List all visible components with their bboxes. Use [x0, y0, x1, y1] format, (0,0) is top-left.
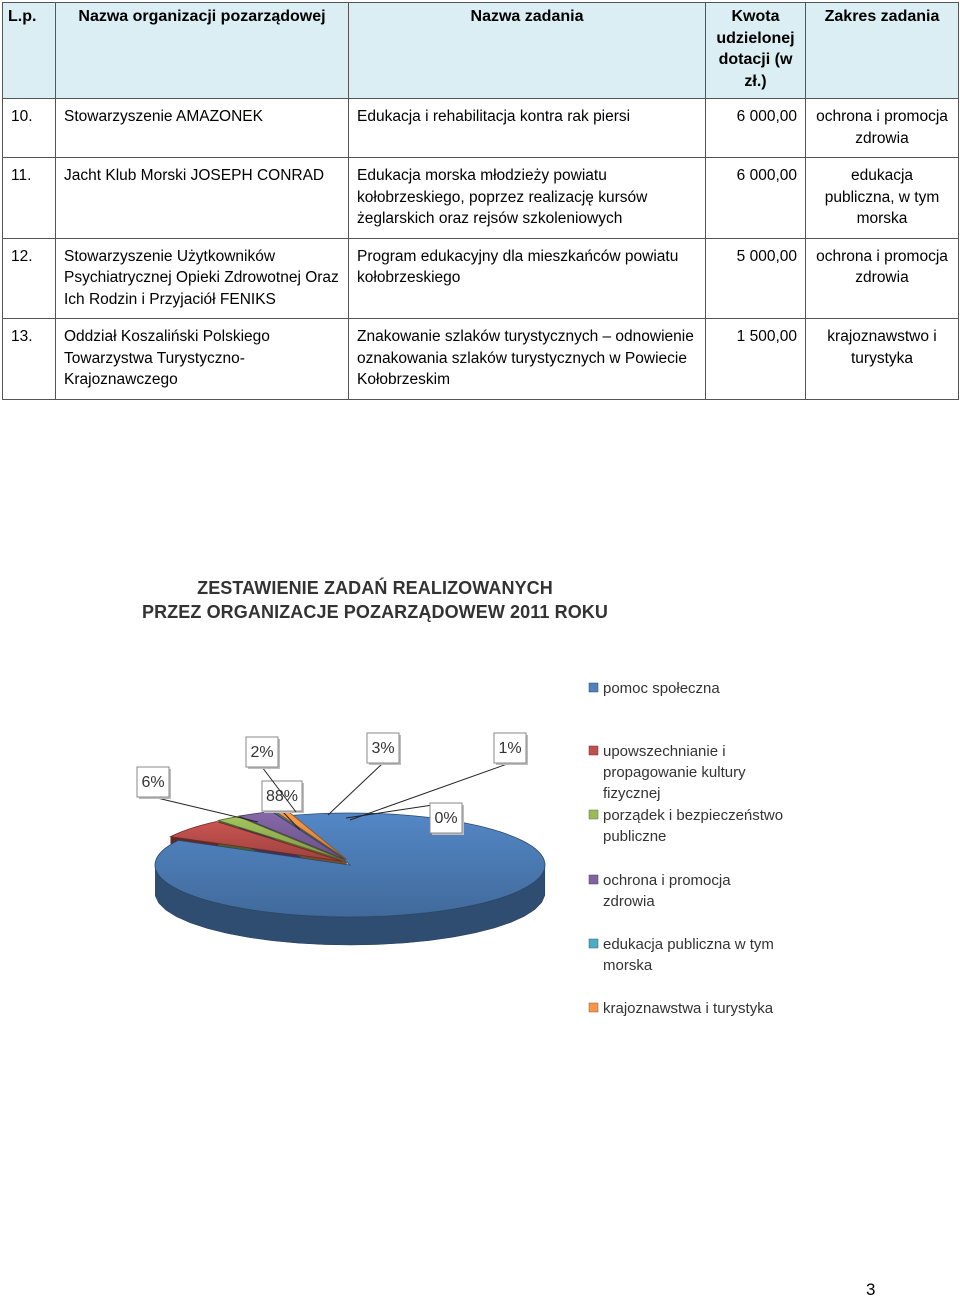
legend-swatch-edukacja-publiczna-w-tym-morska [589, 939, 598, 948]
header-lp: L.p. [3, 3, 56, 99]
cell-organization: Stowarzyszenie Użytkowników Psychiatrycznej Opieki Zdrowotnej Oraz Ich Rodzin i Przyjaciół FENIKS [56, 238, 349, 319]
cell-scope: edukacja publiczna, w tym morska [806, 158, 959, 239]
cell-lp: 13. [3, 319, 56, 400]
legend-label-porzadek-i-bezpieczenstwo-publiczne-1: publiczne [603, 828, 667, 845]
cell-task: Edukacja morska młodzieży powiatu kołobrzeskiego, poprzez realizację kursów żeglarskich oraz rejsów szkoleniowych [349, 158, 706, 239]
cell-amount: 5 000,00 [706, 238, 806, 319]
pie-slices [155, 810, 545, 945]
leader-line-ochrona-i-promocja-zdrowia [328, 763, 383, 815]
data-label-edukacja-publiczna-w-tym-morska: 0% [434, 810, 458, 827]
header-organization: Nazwa organizacji pozarządowej [56, 3, 349, 99]
data-label-krajoznawstwa-i-turystyka: 1% [498, 740, 522, 757]
data-label-pomoc-spoleczna: 88% [265, 788, 299, 805]
cell-task: Znakowanie szlaków turystycznych – odnowienie oznakowania szlaków turystycznych w Powiecie Kołobrzeskim [349, 319, 706, 400]
cell-scope: ochrona i promocja zdrowia [806, 238, 959, 319]
header-scope: Zakres zadania [806, 3, 959, 99]
cell-task: Program edukacyjny dla mieszkańców powiatu kołobrzeskiego [349, 238, 706, 319]
cell-organization: Stowarzyszenie AMAZONEK [56, 99, 349, 158]
legend-swatch-porzadek-i-bezpieczenstwo-publiczne [589, 810, 598, 819]
legend-label-upowszechnianie-i-propagowanie-kultury-fizycznej-1: propagowanie kultury [603, 764, 746, 781]
legend-label-porzadek-i-bezpieczenstwo-publiczne: porządek i bezpieczeństwo [603, 807, 784, 824]
legend-label-krajoznawstwa-i-turystyka: krajoznawstwa i turystyka [603, 1000, 774, 1017]
page-number: 3 [866, 1280, 876, 1299]
header-amount: Kwota udzielonej dotacji (w zł.) [706, 3, 806, 99]
data-label-upowszechnianie-i-propagowanie-kultury-fizycznej: 6% [141, 774, 165, 791]
legend-swatch-pomoc-spoleczna [589, 683, 598, 692]
cell-amount: 6 000,00 [706, 158, 806, 239]
legend-swatch-krajoznawstwa-i-turystyka [589, 1003, 598, 1012]
legend-label-edukacja-publiczna-w-tym-morska-1: morska [603, 957, 653, 974]
legend-label-ochrona-i-promocja-zdrowia: ochrona i promocja [603, 872, 731, 889]
cell-task: Edukacja i rehabilitacja kontra rak piersi [349, 99, 706, 158]
cell-scope: ochrona i promocja zdrowia [806, 99, 959, 158]
cell-lp: 11. [3, 158, 56, 239]
cell-scope: krajoznawstwo i turystyka [806, 319, 959, 400]
cell-organization: Oddział Koszaliński Polskiego Towarzystwa Turystyczno-Krajoznawczego [56, 319, 349, 400]
leader-line-upowszechnianie-i-propagowanie-kultury-fizycznej [153, 797, 258, 822]
legend-label-upowszechnianie-i-propagowanie-kultury-fizycznej: upowszechnianie i [603, 743, 726, 760]
cell-amount: 1 500,00 [706, 319, 806, 400]
cell-amount: 6 000,00 [706, 99, 806, 158]
legend-swatch-ochrona-i-promocja-zdrowia [589, 875, 598, 884]
legend-label-edukacja-publiczna-w-tym-morska: edukacja publiczna w tym [603, 936, 774, 953]
header-task: Nazwa zadania [349, 3, 706, 99]
cell-lp: 12. [3, 238, 56, 319]
legend-label-pomoc-spoleczna: pomoc społeczna [603, 680, 720, 697]
legend-swatch-upowszechnianie-i-propagowanie-kultury-fizycznej [589, 746, 598, 755]
chart-title-line-1: ZESTAWIENIE ZADAŃ REALIZOWANYCH [197, 578, 553, 598]
cell-organization: Jacht Klub Morski JOSEPH CONRAD [56, 158, 349, 239]
cell-lp: 10. [3, 99, 56, 158]
data-label-ochrona-i-promocja-zdrowia: 3% [371, 740, 395, 757]
legend-label-upowszechnianie-i-propagowanie-kultury-fizycznej-2: fizycznej [603, 785, 661, 802]
data-label-porzadek-i-bezpieczenstwo-publiczne: 2% [250, 744, 274, 761]
chart-title-line-2: PRZEZ ORGANIZACJE POZARZĄDOWEW 2011 ROKU [141, 602, 609, 622]
legend-label-ochrona-i-promocja-zdrowia-1: zdrowia [603, 893, 655, 910]
chart-legend [589, 680, 783, 1017]
